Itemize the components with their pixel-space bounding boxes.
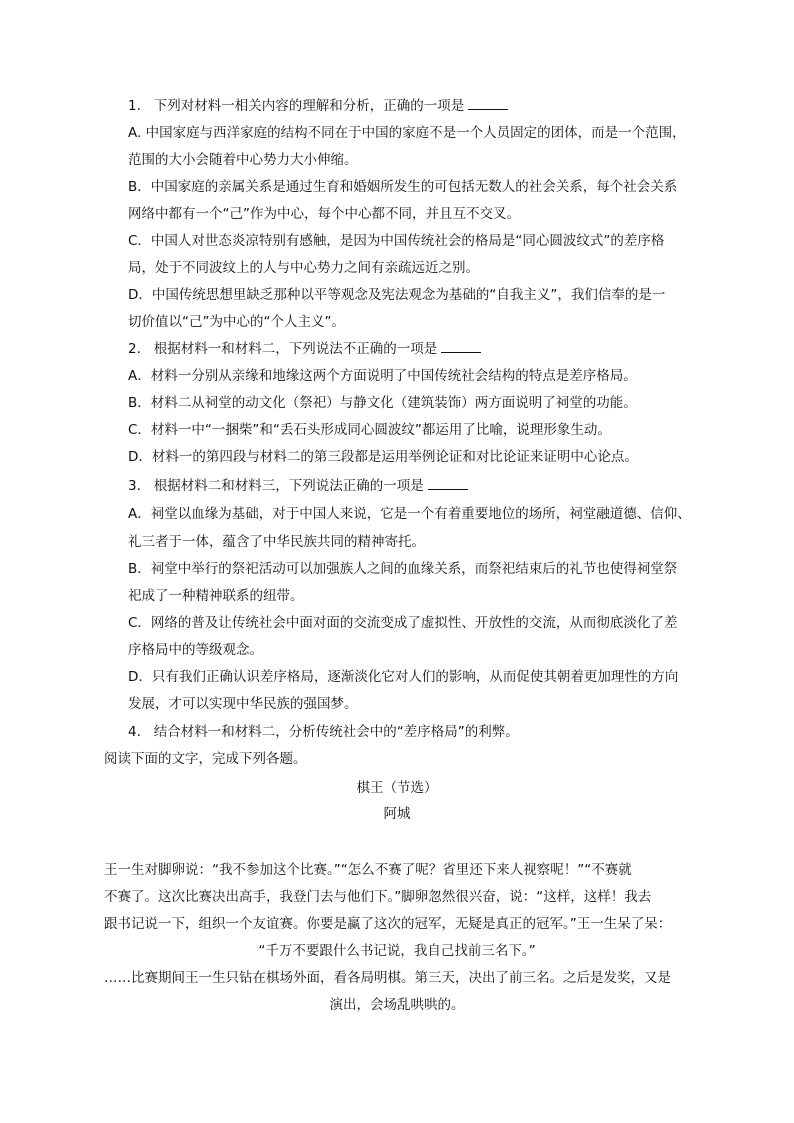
question-1-stem [128,96,508,116]
q3-option-c-line1: C．网络的普及让传统社会中面对面的交流变成了虚拟性、开放性的交流，从而彻底淡化了差 [128,615,678,631]
q3-option-d-line2: 发展，才可以实现中华民族的强国梦。 [128,696,358,712]
question-text: 根据材料一和材料二，下列说法不正确的一项是 [153,341,438,357]
q2-option-b: B．材料二从祠堂的动文化（祭祀）与静文化（建筑装饰）两方面说明了祠堂的功能。 [128,395,637,411]
question-number: 3. [128,478,141,494]
q1-option-d-line2: 切价值以“己”为中心的“个人主义”。 [128,314,345,330]
q1-option-c-line2: 局，处于不同波纹上的人与中心势力之间有亲疏远近之别。 [128,260,479,276]
answer-blank [468,96,508,110]
q1-option-c-line1: C．中国人对世态炎凉特别有感触，是因为中国传统社会的格局是“同心圆波纹式”的差序格 [128,233,665,249]
question-number: 1. [128,98,141,114]
question-text: 根据材料二和材料三，下列说法正确的一项是 [153,478,424,494]
answer-blank [428,476,468,490]
question-text: 结合材料一和材料二，分析传统社会中的“差序格局”的利弊。 [153,724,519,740]
q2-option-a: A．材料一分别从亲缘和地缘这两个方面说明了中国传统社会结构的特点是差序格局。 [128,368,637,384]
passage-line-4: “千万不要跟什么书记说，我自己找前三名下。” [258,943,536,959]
q2-option-c: C．材料一中“一捆柴”和“丢石头形成同心圆波纹”都运用了比喻，说理形象生动。 [128,422,611,438]
q1-option-b-line2: 网络中都有一个“己”作为中心，每个中心都不同，并且互不交叉。 [128,206,520,222]
q3-option-d-line1: D．只有我们正确认识差序格局，逐渐淡化它对人们的影响，从而促使其朝着更加理性的方向 [128,669,679,685]
question-2-stem [128,339,481,359]
q3-option-c-line2: 序格局中的等级观念。 [128,642,263,658]
passage-line-3: 跟书记说一下，组织一个友谊赛。你要是赢了这次的冠军，无疑是真正的冠军。”王一生呆了呆： [104,916,672,932]
q3-option-a-line2: 礼三者于一体，蕴含了中华民族共同的精神寄托。 [128,534,425,550]
passage-line-2: 不赛了。这次比赛决出高手，我登门去与他们下。”脚卵忽然很兴奋，说：“这样，这样！我去 [104,889,652,905]
q1-option-a-line1: A. 中国家庭与西洋家庭的结构不同在于中国的家庭不是一个人员固定的团体，而是一个范围， [128,125,686,141]
passage-line-5: ……比赛期间王一生只钻在棋场外面，看各局明棋。第三天，决出了前三名。之后是发奖，又是 [104,970,671,986]
q3-option-b-line1: B．祠堂中举行的祭祀活动可以加强族人之间的血缘关系，而祭祀结束后的礼节也使得祠堂祭 [128,561,678,577]
question-4-stem [128,722,519,742]
q3-option-a-line1: A．祠堂以血缘为基础，对于中国人来说，它是一个有着重要地位的场所，祠堂融道德、信仰、 [128,506,691,522]
passage-author: 阿城 [383,806,411,822]
reading-instruction: 阅读下面的文字，完成下列各题。 [104,751,307,767]
q3-option-b-line2: 祀成了一种精神联系的纽带。 [128,588,304,604]
passage-line-1: 王一生对脚卵说：“我不参加这个比赛。”“怎么不赛了呢？省里还下来人视察呢！”“不赛就 [104,862,632,878]
question-text: 下列对材料一相关内容的理解和分析，正确的一项是 [153,98,465,114]
answer-blank [441,339,481,353]
question-number: 2. [128,341,141,357]
question-number: 4. [128,724,141,740]
q1-option-b-line1: B．中国家庭的亲属关系是通过生育和婚姻所发生的可包括无数人的社会关系，每个社会关系 [128,179,678,195]
q1-option-a-line2: 范围的大小会随着中心势力大小伸缩。 [128,152,358,168]
q1-option-d-line1: D．中国传统思想里缺乏那种以平等观念及宪法观念为基础的“自我主义”，我们信奉的是一 [128,287,666,303]
q2-option-d: D．材料一的第四段与材料二的第三段都是运用举例论证和对比论证来证明中心论点。 [128,449,638,465]
question-3-stem [128,476,468,496]
passage-line-6: 演出，会场乱哄哄的。 [329,997,465,1013]
passage-title: 棋王（节选） [356,780,438,796]
